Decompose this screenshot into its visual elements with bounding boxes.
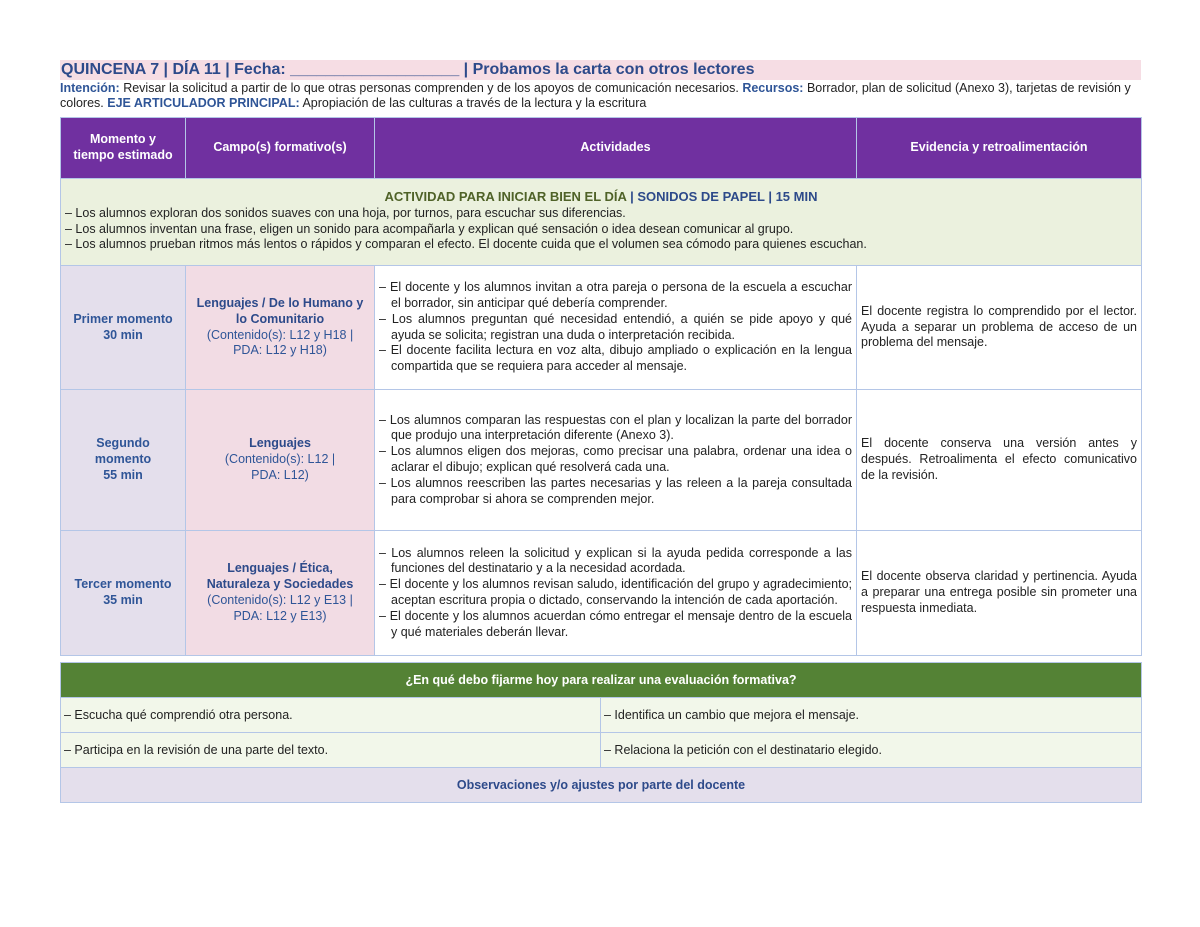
header-campo: Campo(s) formativo(s) [186,118,375,179]
eje-label: EJE ARTICULADOR PRINCIPAL: [107,96,300,110]
campo-cell: Lenguajes / De lo Humano y lo Comunitario (Contenido(s): L12 y H18 | PDA: L12 y H18) [186,266,375,390]
header-actividades: Actividades [375,118,857,179]
table-row [61,266,1142,390]
page-title: QUINCENA 7 | DÍA 11 | Fecha: ___________________ | Probamos la carta con otros lectores [60,60,1141,80]
activities-cell: – El docente y los alumnos invitan a otra pareja o persona de la escuela a escuchar el borrador, sin anticipar qué debería comprender. – Los alumnos preguntan qué necesidad entendió, a quién se pide apoyo y qué ayuda se solicita; registran una duda o interpretación recibida. – El docente facilita lectura en voz alta, dibujo ampliado o explicación en la lengua compartida que se requiera para acceder al mensaje. [375,266,857,390]
evaluation-item: – Participa en la revisión de una parte del texto. [61,733,601,768]
table-row [61,390,1142,531]
intencion-text: Revisar la solicitud a partir de lo que otras personas comprenden y de los apoyos de comunicación necesarios. [123,81,739,95]
lesson-meta [60,81,1141,111]
evidence-cell: El docente registra lo comprendido por el lector. Ayuda a separar un problema de acceso de un problema del mensaje. [857,266,1142,390]
start-activity [61,179,1142,266]
header-evidencia: Evidencia y retroalimentación [857,118,1142,179]
moment-cell: Primer momento 30 min [61,266,186,390]
evaluation-row [61,733,1142,768]
moment-cell: Segundo momento 55 min [61,390,186,531]
activities-cell: – Los alumnos releen la solicitud y explican si la ayuda pedida corresponde a las funciones del destinatario y a la necesidad acordada. – El docente y los alumnos revisan saludo, identificación del grupo y agradecimiento; aceptan escritura propia o dictado, conservando la intención de cada aportación. – El docente y los alumnos acuerdan cómo entregar el mensaje dentro de la escuela y qué materiales deberán llevar. [375,531,857,656]
start-activity-item: – Los alumnos exploran dos sonidos suaves con una hoja, por turnos, para escuchar sus diferencias. [65,205,626,220]
lesson-plan [60,60,1141,803]
observations-title: Observaciones y/o ajustes por parte del docente [61,768,1142,803]
evaluation-item: – Identifica un cambio que mejora el mensaje. [601,698,1142,733]
start-activity-title: ACTIVIDAD PARA INICIAR BIEN EL DÍA | SONIDOS DE PAPEL | 15 MIN [384,188,818,204]
evidence-cell: El docente conserva una versión antes y después. Retroalimenta el efecto comunicativo de la revisión. [857,390,1142,531]
start-activity-item: – Los alumnos prueban ritmos más lentos o rápidos y comparan el efecto. El docente cuida que el volumen sea cómodo para quienes escuchan. [65,237,867,252]
observations-row [61,768,1142,803]
campo-cell: Lenguajes / Ética, Naturaleza y Sociedades (Contenido(s): L12 y E13 | PDA: L12 y E13) [186,531,375,656]
evaluation-table [60,662,1142,803]
table-row [61,531,1142,656]
start-activity-item: – Los alumnos inventan una frase, eligen un sonido para acompañarla y explican qué sensación o idea desean comunicar al grupo. [65,221,794,236]
header-momento: Momento y tiempo estimado [61,118,186,179]
evaluation-item: – Relaciona la petición con el destinatario elegido. [601,733,1142,768]
evidence-cell: El docente observa claridad y pertinencia. Ayuda a preparar una entrega posible sin prometer una respuesta inmediata. [857,531,1142,656]
start-activity-row [61,179,1142,266]
table-header-row [61,118,1142,179]
recursos-label: Recursos: [742,81,804,95]
evaluation-header-row [61,663,1142,698]
evaluation-item: – Escucha qué comprendió otra persona. [61,698,601,733]
activities-cell: – Los alumnos comparan las respuestas con el plan y localizan la parte del borrador que produjo una interpretación diferente (Anexo 3). – Los alumnos eligen dos mejoras, como precisar una palabra, ordenar una idea o aclarar el dibujo; explican qué resolverá cada una. – Los alumnos reescriben las partes necesarias y las releen a la pareja consultada para comprobar si ahora se comprenden mejor. [375,390,857,531]
activities-table [60,117,1142,656]
evaluation-title: ¿En qué debo fijarme hoy para realizar una evaluación formativa? [61,663,1142,698]
evaluation-row [61,698,1142,733]
recursos-text: Borrador, plan de solicitud (Anexo 3), tarjetas de revisión y colores. [60,81,1131,110]
eje-text: Apropiación de las culturas a través de la lectura y la escritura [302,96,647,110]
campo-cell: Lenguajes (Contenido(s): L12 | PDA: L12) [186,390,375,531]
intencion-label: Intención: [60,81,120,95]
moment-cell: Tercer momento 35 min [61,531,186,656]
